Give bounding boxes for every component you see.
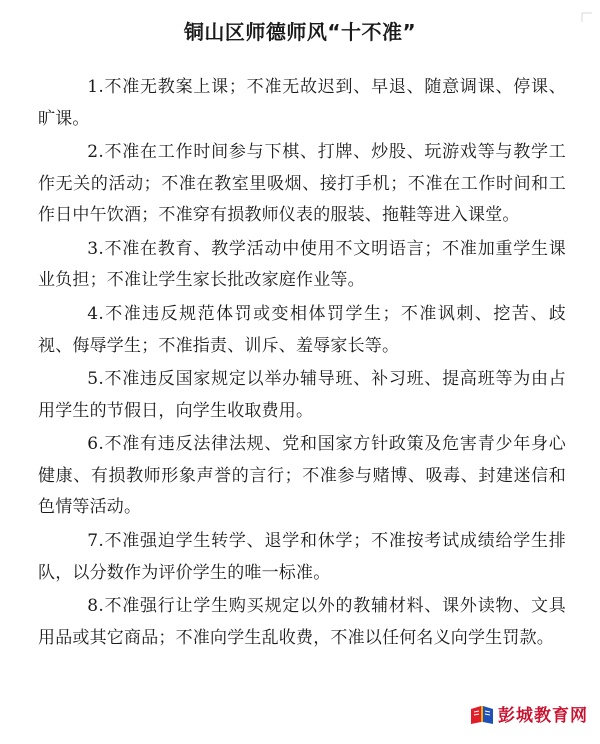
rule-number: 4. (87, 304, 104, 325)
rule-item (38, 591, 566, 654)
rule-item (38, 526, 566, 589)
rule-text: 不准强迫学生转学、退学和休学；不准按考试成绩给学生排队，以分数作为评价学生的唯一标准。 (38, 531, 566, 583)
watermark-text: 彭城教育网 (498, 706, 588, 726)
rule-number: 2. (87, 142, 104, 163)
site-watermark (470, 701, 588, 726)
book-logo-icon (470, 703, 494, 725)
rule-number: 1. (87, 77, 104, 97)
rule-number: 6. (87, 434, 104, 455)
rule-text: 不准违反规范体罚或变相体罚学生；不准讽刺、挖苦、歧视、侮辱学生；不准指责、训斥、羞辱家长等。 (38, 304, 566, 356)
rule-item (38, 299, 566, 362)
rule-item (38, 137, 566, 232)
rule-item (38, 364, 566, 427)
rule-item (38, 429, 566, 524)
rule-text: 不准在工作时间参与下棋、打牌、炒股、玩游戏等与教学工作无关的活动；不准在教室里吸烟、接打手机；不准在工作时间和工作日中午饮酒；不准穿有损教师仪表的服装、拖鞋等进入课堂。 (38, 142, 566, 226)
rule-item (38, 72, 566, 135)
rule-text: 不准有违反法律法规、党和国家方针政策及危害青少年身心健康、有损教师形象声誉的言行；不准参与赌博、吸毒、封建迷信和色情等活动。 (38, 434, 566, 518)
rules-list (38, 72, 566, 657)
rule-text: 不准在教育、教学活动中使用不文明语言；不准加重学生课业负担；不准让学生家长批改家庭作业等。 (38, 238, 566, 291)
rule-number: 7. (87, 531, 104, 552)
rule-text: 不准违反国家规定以举办辅导班、补习班、提高班等为由占用学生的节假日，向学生收取费用。 (38, 369, 566, 421)
rule-text: 不准强行让学生购买规定以外的教辅材料、课外读物、文具用品或其它商品；不准向学生乱收费，不准以任何名义向学生罚款。 (38, 596, 566, 648)
rule-number: 3. (87, 238, 104, 259)
rule-number: 8. (87, 596, 104, 617)
page-title: 铜山区师德师风“十不准” (183, 20, 417, 45)
page-corner-icon (580, 10, 594, 24)
rule-text: 不准无教案上课；不准无故迟到、早退、随意调课、停课、旷课。 (38, 77, 566, 129)
rule-number: 5. (87, 369, 104, 390)
rule-item (38, 234, 566, 297)
